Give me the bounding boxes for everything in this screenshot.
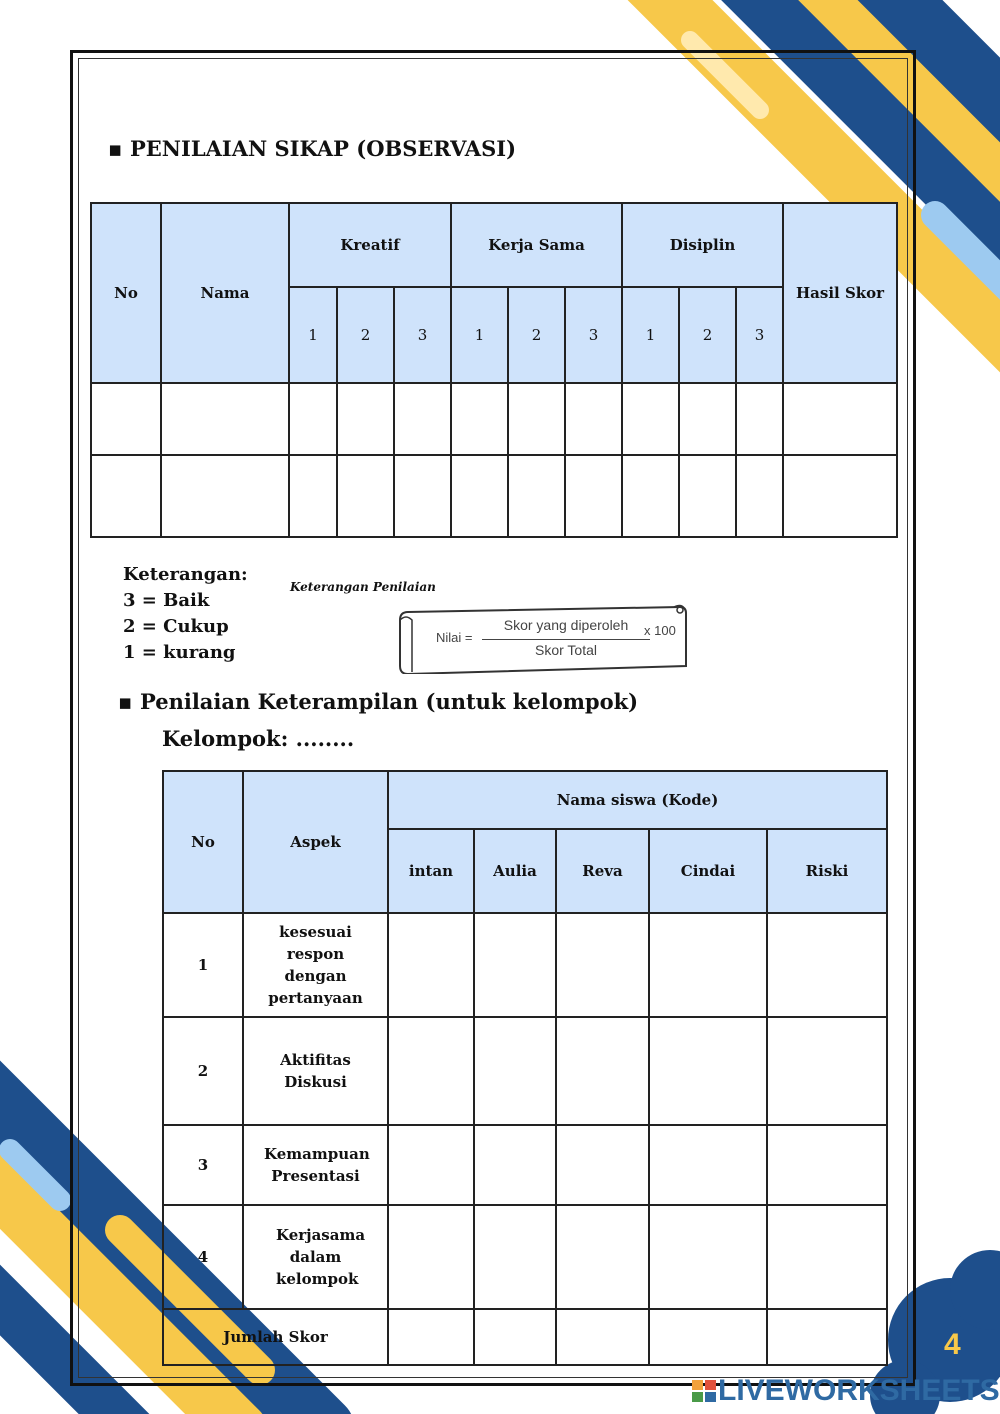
input-cell[interactable]	[622, 383, 679, 455]
table-row	[163, 913, 887, 1017]
skills-table	[162, 770, 888, 1366]
formula-label: Nilai =	[436, 630, 473, 645]
input-cell[interactable]	[679, 455, 736, 537]
formula-caption: Keterangan Penilaian	[290, 580, 436, 594]
attitude-table	[90, 202, 898, 538]
score-header: 3	[736, 287, 783, 383]
input-cell[interactable]	[394, 455, 451, 537]
input-cell[interactable]	[622, 455, 679, 537]
input-cell[interactable]	[736, 455, 783, 537]
input-cell[interactable]	[649, 1205, 767, 1309]
table-row	[163, 1017, 887, 1125]
table-row	[91, 455, 897, 537]
input-cell[interactable]	[649, 1309, 767, 1365]
table-row	[91, 383, 897, 455]
row-number: 2	[163, 1017, 243, 1125]
input-cell[interactable]	[474, 1017, 556, 1125]
aspect-label: Kemampuan Presentasi	[243, 1125, 388, 1205]
section1-title: PENILAIAN SIKAP (OBSERVASI)	[130, 136, 517, 161]
bullet-icon: ▪	[108, 136, 123, 161]
input-cell[interactable]	[161, 455, 289, 537]
input-cell[interactable]	[474, 1309, 556, 1365]
input-cell[interactable]	[451, 455, 508, 537]
aspect-label: kesesuai respon dengan pertanyaan	[243, 913, 388, 1017]
header-kreatif: Kreatif	[289, 203, 451, 287]
section1-heading	[108, 136, 516, 161]
input-cell[interactable]	[289, 455, 337, 537]
input-cell[interactable]	[767, 913, 887, 1017]
bullet-icon: ▪	[118, 689, 133, 714]
total-label: Jumlah Skor	[163, 1309, 388, 1365]
input-cell[interactable]	[388, 913, 474, 1017]
input-cell[interactable]	[388, 1309, 474, 1365]
score-header: 2	[679, 287, 736, 383]
header-aspek: Aspek	[243, 771, 388, 913]
student-header: Reva	[556, 829, 649, 913]
input-cell[interactable]	[649, 1125, 767, 1205]
table-row-total	[163, 1309, 887, 1365]
watermark-text: LIVEWORKSHEETS	[718, 1374, 1000, 1407]
input-cell[interactable]	[337, 455, 394, 537]
input-cell[interactable]	[767, 1309, 887, 1365]
input-cell[interactable]	[161, 383, 289, 455]
header-disiplin: Disiplin	[622, 203, 783, 287]
input-cell[interactable]	[767, 1017, 887, 1125]
student-header: intan	[388, 829, 474, 913]
input-cell[interactable]	[394, 383, 451, 455]
input-cell[interactable]	[91, 455, 161, 537]
score-header: 1	[289, 287, 337, 383]
input-cell[interactable]	[556, 1205, 649, 1309]
input-cell[interactable]	[474, 1125, 556, 1205]
liveworksheets-logo-icon	[692, 1380, 716, 1402]
input-cell[interactable]	[388, 1205, 474, 1309]
input-cell[interactable]	[783, 383, 897, 455]
aspect-label: Kerjasama dalam kelompok	[243, 1205, 388, 1309]
aspect-label: Aktifitas Diskusi	[243, 1017, 388, 1125]
input-cell[interactable]	[736, 383, 783, 455]
input-cell[interactable]	[565, 383, 622, 455]
score-header: 3	[565, 287, 622, 383]
watermark	[692, 1374, 1000, 1408]
formula-numerator: Skor yang diperoleh	[503, 617, 629, 633]
input-cell[interactable]	[565, 455, 622, 537]
header-nama: Nama	[161, 203, 289, 383]
row-number: 1	[163, 913, 243, 1017]
formula-denominator: Skor Total	[535, 642, 597, 658]
input-cell[interactable]	[388, 1017, 474, 1125]
student-header: Cindai	[649, 829, 767, 913]
input-cell[interactable]	[91, 383, 161, 455]
input-cell[interactable]	[508, 455, 565, 537]
input-cell[interactable]	[556, 1309, 649, 1365]
input-cell[interactable]	[474, 1205, 556, 1309]
input-cell[interactable]	[451, 383, 508, 455]
legend-title: Keterangan:	[123, 564, 248, 585]
student-header: Aulia	[474, 829, 556, 913]
header-nama-siswa: Nama siswa (Kode)	[388, 771, 887, 829]
row-number: 3	[163, 1125, 243, 1205]
legend-item: 2 = Cukup	[123, 616, 229, 637]
page-number: 4	[944, 1328, 961, 1361]
input-cell[interactable]	[767, 1205, 887, 1309]
section2-title: Penilaian Keterampilan (untuk kelompok)	[140, 689, 639, 714]
row-number: 4	[163, 1205, 243, 1309]
score-header: 2	[337, 287, 394, 383]
input-cell[interactable]	[767, 1125, 887, 1205]
input-cell[interactable]	[388, 1125, 474, 1205]
formula-multiplier: x 100	[644, 623, 676, 638]
input-cell[interactable]	[679, 383, 736, 455]
header-no: No	[91, 203, 161, 383]
section2-heading	[118, 689, 638, 714]
score-header: 3	[394, 287, 451, 383]
score-formula	[410, 617, 680, 665]
legend-item: 1 = kurang	[123, 642, 236, 663]
score-header: 2	[508, 287, 565, 383]
input-cell[interactable]	[649, 1017, 767, 1125]
kelompok-label: Kelompok: ........	[162, 726, 355, 751]
input-cell[interactable]	[289, 383, 337, 455]
input-cell[interactable]	[783, 455, 897, 537]
header-kerja-sama: Kerja Sama	[451, 203, 622, 287]
fraction-line	[482, 639, 650, 640]
input-cell[interactable]	[556, 913, 649, 1017]
student-header: Riski	[767, 829, 887, 913]
table-row	[163, 1205, 887, 1309]
legend	[123, 562, 248, 666]
input-cell[interactable]	[337, 383, 394, 455]
input-cell[interactable]	[474, 913, 556, 1017]
input-cell[interactable]	[556, 1017, 649, 1125]
score-header: 1	[622, 287, 679, 383]
header-hasil-skor: Hasil Skor	[783, 203, 897, 383]
score-header: 1	[451, 287, 508, 383]
input-cell[interactable]	[508, 383, 565, 455]
header-no: No	[163, 771, 243, 913]
input-cell[interactable]	[649, 913, 767, 1017]
input-cell[interactable]	[556, 1125, 649, 1205]
legend-item: 3 = Baik	[123, 590, 210, 611]
table-row	[163, 1125, 887, 1205]
